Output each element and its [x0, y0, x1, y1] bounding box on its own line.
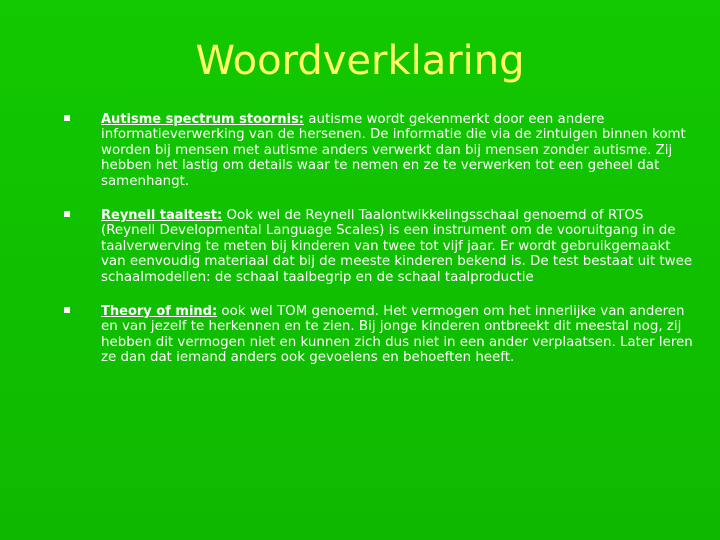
definition-theory-of-mind: ook wel TOM genoemd. Het vermogen om het innerlijke van anderen en van jezelf te herkennen en te zien. Bij jonge kinderen ontbreekt dit meestal nog, zij hebben dit vermogen niet en kunnen zich dus niet in een ander verplaatsen. Later leren ze dan dat iemand anders ook gevoelens en behoeften heeft. — [101, 304, 693, 366]
term-reynell: Reynell taaltest: — [101, 208, 223, 224]
bullet-item-theory-of-mind — [64, 304, 694, 366]
square-bullet-icon — [64, 115, 70, 121]
definition-reynell: Ook wel de Reynell Taalontwikkelingsschaal genoemd of RTOS (Reynell Developmental Language Scales) is een instrument om de vooruitgang in de taalverwerving te meten bij kinderen van twee tot vijf jaar. Er wordt gebruikgemaakt van eenvoudig materiaal dat bij de meeste kinderen bekend is. De test bestaat uit twee schaalmodellen: de schaal taalbegrip en de schaal taalproductie — [101, 208, 693, 285]
term-autisme: Autisme spectrum stoornis: — [101, 112, 305, 127]
bullet-item-autisme — [64, 112, 694, 189]
square-bullet-icon — [64, 211, 70, 217]
bullet-list — [64, 112, 694, 385]
definition-autisme: autisme wordt gekenmerkt door een andere informatieverwerking van de hersenen. De informatie die via de zintuigen binnen komt worden bij mensen met autisme anders verwerkt dan bij mensen zonder autisme. Zij hebben het lastig om details waar te nemen en ze te verwerken tot een geheel dat samenhangt. — [101, 112, 686, 189]
bullet-item-reynell — [64, 208, 694, 285]
term-theory-of-mind: Theory of mind: — [101, 304, 218, 320]
square-bullet-icon — [64, 307, 70, 313]
slide-title: Woordverklaring — [195, 38, 525, 84]
